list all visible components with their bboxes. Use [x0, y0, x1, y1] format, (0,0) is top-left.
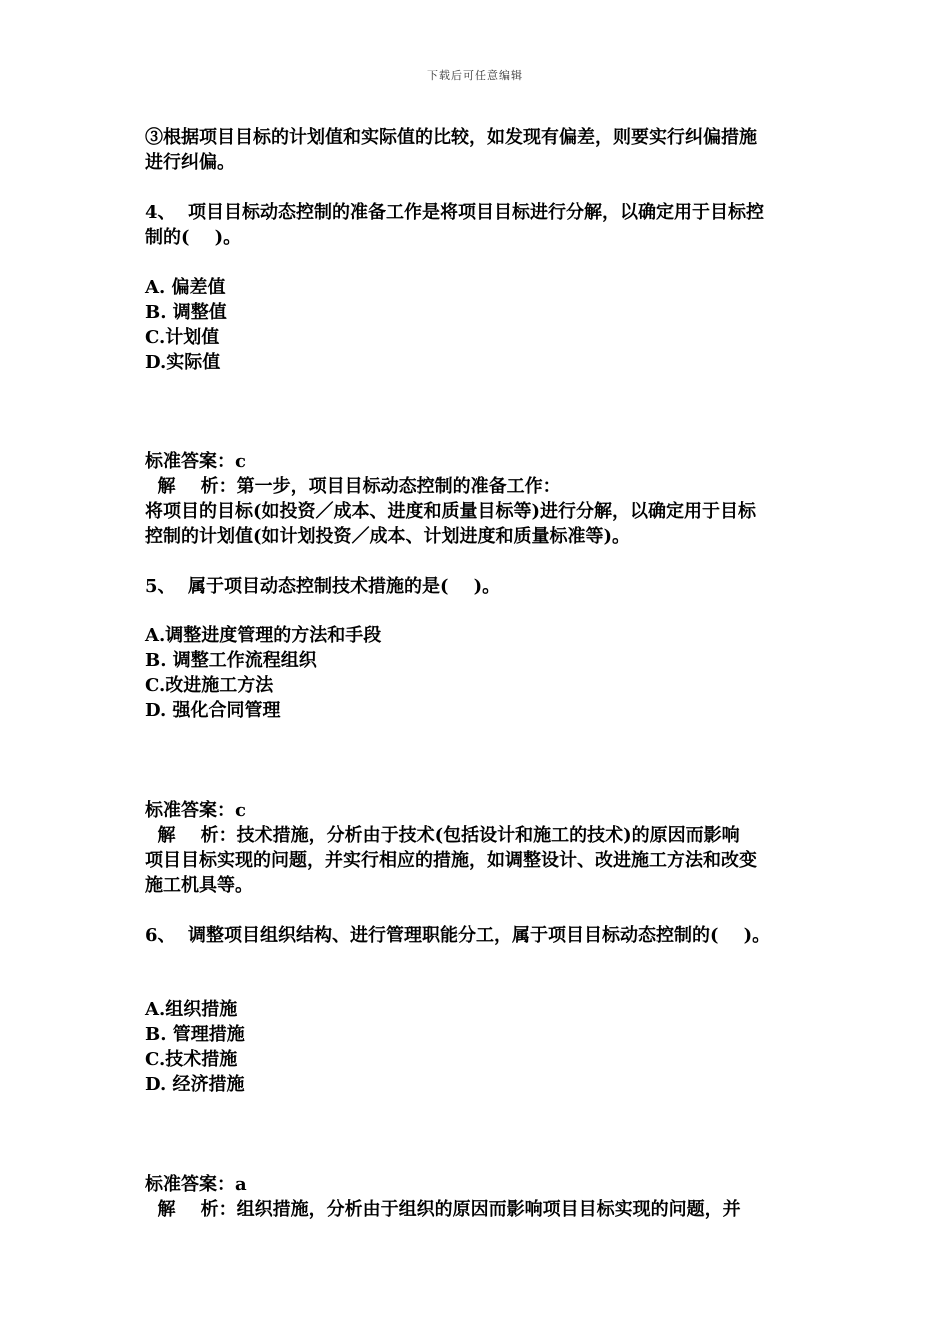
option-d: D.实际值: [145, 352, 221, 373]
explanation: 解 析：技术措施，分析由于技术(包括设计和施工的技术)的原因而影响: [145, 825, 740, 846]
answer-label: 标准答案：c: [145, 451, 246, 472]
option-a: A.组织措施: [145, 999, 238, 1020]
explanation: 解 析：第一步，项目目标动态控制的准备工作：: [145, 476, 561, 497]
option-d: D. 经济措施: [145, 1074, 245, 1095]
explanation: 项目目标实现的问题，并实行相应的措施，如调整设计、改进施工方法和改变: [145, 850, 757, 871]
option-b: B. 调整工作流程组织: [145, 650, 317, 671]
page-header: 下载后可任意编辑: [427, 69, 523, 82]
explanation: 将项目的目标(如投资／成本、进度和质量目标等)进行分解，以确定用于目标: [145, 501, 757, 522]
answer-label: 标准答案：c: [145, 800, 246, 821]
explanation: 施工机具等。: [145, 875, 253, 896]
question-4-stem: 制的( )。: [145, 227, 242, 248]
option-c: C.技术措施: [145, 1049, 238, 1070]
option-b: B. 调整值: [145, 302, 227, 323]
option-a: A. 偏差值: [145, 277, 226, 298]
option-c: C.改进施工方法: [145, 675, 274, 696]
explanation: 控制的计划值(如计划投资／成本、计划进度和质量标准等)。: [145, 526, 631, 547]
text-line: 进行纠偏。: [145, 152, 235, 173]
option-c: C.计划值: [145, 327, 220, 348]
option-d: D. 强化合同管理: [145, 700, 281, 721]
option-a: A.调整进度管理的方法和手段: [145, 625, 382, 646]
text-line: ③根据项目目标的计划值和实际值的比较，如发现有偏差，则要实行纠偏措施: [145, 127, 757, 148]
question-4-stem: 4、 项目目标动态控制的准备工作是将项目目标进行分解，以确定用于目标控: [145, 202, 765, 223]
answer-label: 标准答案：a: [145, 1174, 247, 1195]
option-b: B. 管理措施: [145, 1024, 245, 1045]
question-5-stem: 5、 属于项目动态控制技术措施的是( )。: [145, 576, 501, 597]
explanation: 解 析：组织措施，分析由于组织的原因而影响项目目标实现的问题，并: [145, 1199, 741, 1220]
question-6-stem: 6、 调整项目组织结构、进行管理职能分工，属于项目目标动态控制的( )。: [145, 925, 771, 946]
